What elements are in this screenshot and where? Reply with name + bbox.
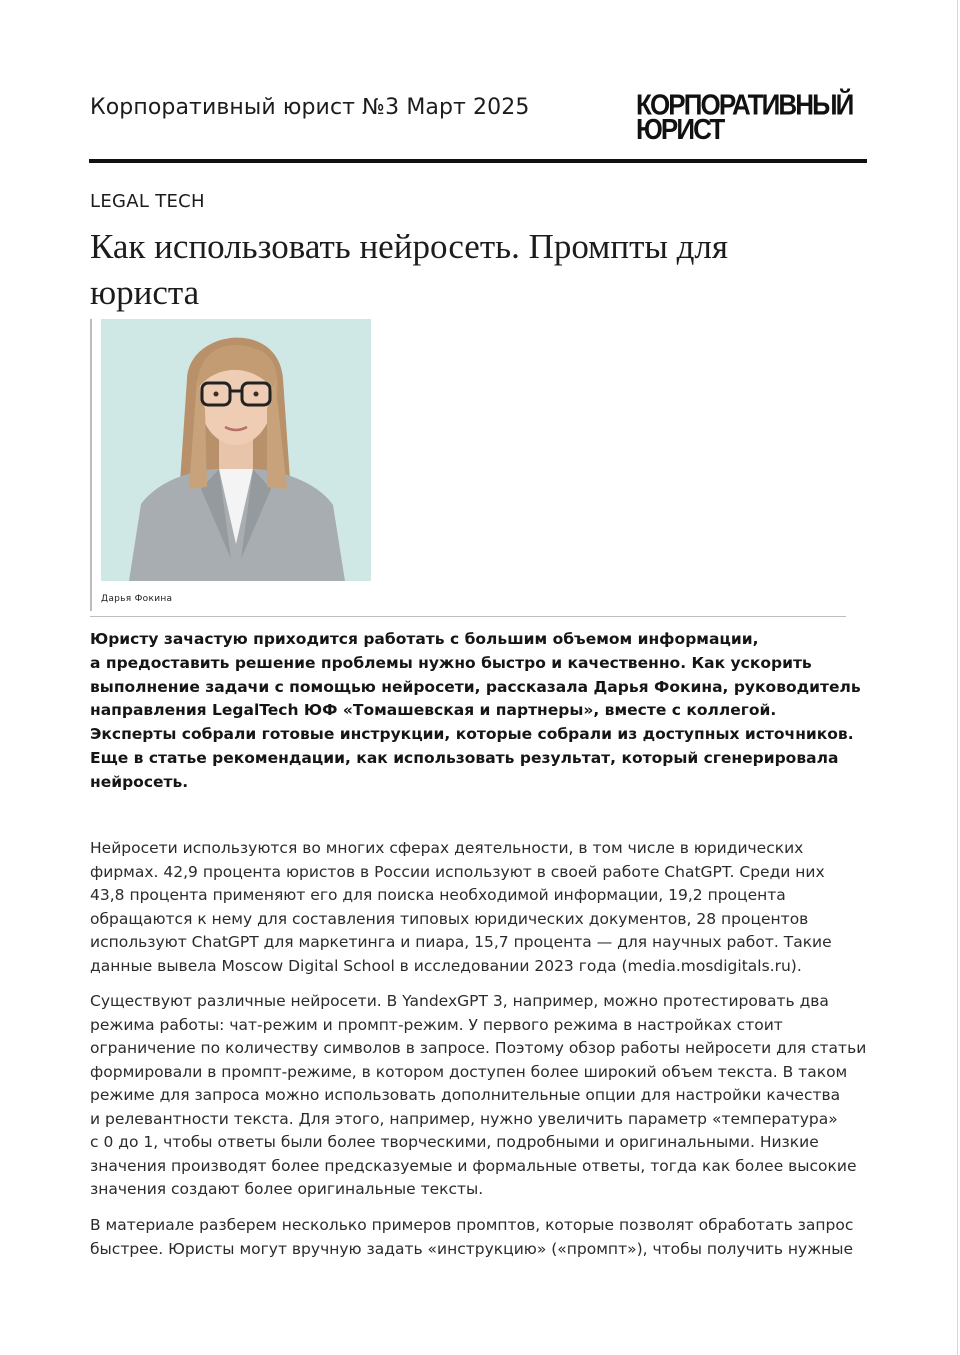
body-line: формировали в промпт-режиме, в котором доступен более широкий объем текста. В таком xyxy=(90,1062,848,1081)
lead-line: Еще в статье рекомендации, как использовать результат, который сгенерировала xyxy=(90,748,839,767)
header-rule xyxy=(89,159,867,163)
author-photo xyxy=(101,319,371,581)
lead-line: нейросеть. xyxy=(90,772,189,791)
issue-title: Корпоративный юрист №3 Март 2025 xyxy=(90,95,530,120)
body-line: фирмах. 42,9 процента юристов в России используют в своей работе ChatGPT. Среди них xyxy=(90,862,825,881)
lead-line: Эксперты собрали готовые инструкции, которые собрали из доступных источников. xyxy=(90,725,854,744)
body-line: режима работы: чат-режим и промпт-режим. У первого режима в настройках стоит xyxy=(90,1015,783,1034)
body-line: Существуют различные нейросети. В YandexGPT 3, например, можно протестировать два xyxy=(90,992,829,1010)
body-paragraph-2 xyxy=(90,990,880,1202)
body-line: обращаются к нему для составления типовых юридических документов, 28 процентов xyxy=(90,909,809,928)
body-line: В материале разберем несколько примеров промптов, которые позволят обработать запрос xyxy=(90,1216,854,1234)
body-line: Нейросети используются во многих сферах деятельности, в том числе в юридических xyxy=(90,839,804,857)
body-paragraph-1 xyxy=(90,837,880,978)
body-line: 43,8 процента применяют его для поиска необходимой информации, 19,2 процента xyxy=(90,886,786,904)
lead-line: а предоставить решение проблемы нужно быстро и качественно. Как ускорить xyxy=(90,653,812,672)
magazine-logo xyxy=(636,87,872,146)
body-line: используют ChatGPT для маркетинга и пиара, 15,7 процента — для научных работ. Такие xyxy=(90,933,832,951)
lead-line: выполнение задачи с помощью нейросети, рассказала Дарья Фокина, руководитель xyxy=(90,677,861,696)
body-line: с 0 до 1, чтобы ответы были более творческими, подробными и оригинальными. Низкие xyxy=(90,1133,819,1151)
body-line: данные вывела Moscow Digital School в исследовании 2023 года (media.mosdigitals.ru). xyxy=(90,956,802,975)
photo-divider xyxy=(90,616,846,617)
lead-paragraph xyxy=(90,628,880,795)
article-title: Как использовать нейросеть. Промпты для юриста xyxy=(90,227,728,312)
body-line: значения создают более оригинальные тексты. xyxy=(90,1180,484,1198)
body-line: значения производят более предсказуемые и формальные ответы, тогда как более высокие xyxy=(90,1156,857,1175)
body-line: быстрее. Юристы могут вручную задать «инструкцию» («промпт»), чтобы получить нужные xyxy=(90,1239,854,1258)
lead-line: Юристу зачастую приходится работать с большим объемом информации, xyxy=(90,630,759,648)
rubric-label: LEGAL TECH xyxy=(90,191,205,212)
logo-line-2: ЮРИСТ xyxy=(636,112,724,146)
lead-line: направления LegalTech ЮФ «Томашевская и партнеры», вместе с коллегой. xyxy=(90,701,777,720)
photo-caption: Дарья Фокина xyxy=(101,594,173,604)
page-edge xyxy=(957,0,958,1355)
portrait-illustration xyxy=(101,319,371,581)
body-line: режиме для запроса можно использовать дополнительные опции для настройки качества xyxy=(90,1086,841,1104)
body-line: и релевантности текста. Для этого, например, нужно увеличить параметр «температура» xyxy=(90,1109,838,1128)
body-line: ограничение по количеству символов в запросе. Поэтому обзор работы нейросети для статьи xyxy=(90,1039,867,1057)
logo-line-1: КОРПОРАТИВНЫЙ xyxy=(636,87,853,122)
body-paragraph-3 xyxy=(90,1214,880,1261)
photo-side-bar xyxy=(90,319,92,611)
